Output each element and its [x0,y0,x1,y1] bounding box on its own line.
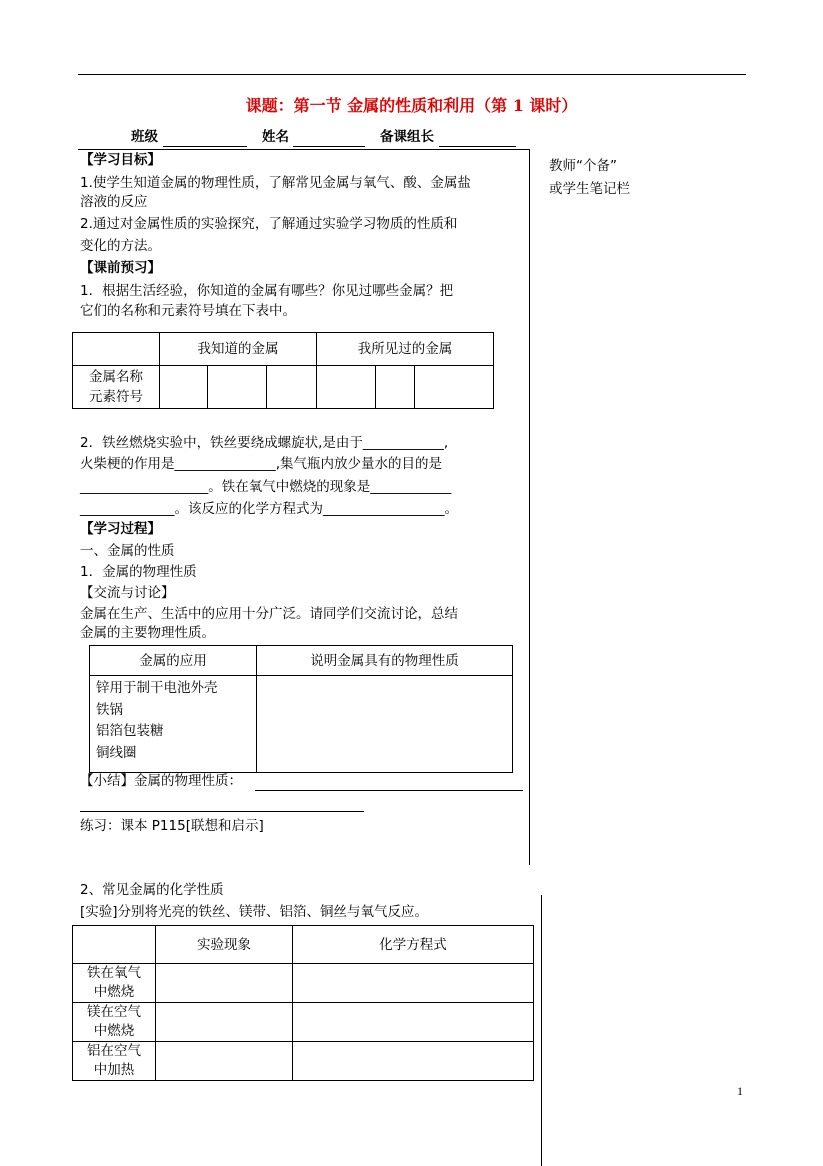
preview-q2-line2: 火柴梗的作用是_______________,集气瓶内放少量水的目的是 [80,456,443,472]
process-heading: 【学习过程】 [80,521,161,537]
header-equation: 化学方程式 [293,926,534,964]
goals-heading: 【学习目标】 [80,152,161,168]
experiment-row-label [73,1042,156,1081]
metal-cell[interactable] [415,366,494,409]
metal-cell[interactable] [376,366,415,409]
experiment-row-label [73,1003,156,1042]
element-symbol-label: 元素符号 [89,389,143,405]
sub-chemical-properties: 2、常见金属的化学性质 [80,882,224,898]
application-item: 铁锅 [96,701,123,718]
header-known-metals: 我知道的金属 [160,333,317,366]
application-item: 锌用于制干电池外壳 [96,680,218,696]
preview-q2-line1: 2．铁丝燃烧实验中，铁丝要绕成螺旋状,是由于____________, [80,435,449,451]
experiment-table [72,925,534,1081]
header-seen-metals: 我所见过的金属 [317,333,494,366]
metal-cell[interactable] [208,366,267,409]
summary-label: 【小结】金属的物理性质： [80,773,242,789]
page-number: 1 [737,1084,743,1098]
row-label-line1: 铁在氧气 [87,965,141,981]
metal-cell[interactable] [267,366,317,409]
discussion-line1: 金属在生产、生活中的应用十分广泛。请同学们交流讨论，总结 [80,606,458,622]
notes-column-rule-lower [541,895,542,1166]
goal-2-line1: 2.通过对金属性质的实验探究，了解通过实验学习物质的性质和 [80,216,458,232]
application-item: 铝箔包装糖 [96,723,164,739]
section-metal-properties: 一、金属的性质 [80,543,175,559]
preview-q1-line1: 1．根据生活经验，你知道的金属有哪些？你见过哪些金属？把 [80,283,454,299]
metal-name-label: 金属名称 [89,369,143,385]
side-note-line2: 或学生笔记栏 [549,181,630,197]
side-note-line1: 教师“个备” [549,158,617,174]
header-physical-property: 说明金属具有的物理性质 [257,646,513,676]
class-label: 班级 [131,129,158,145]
discussion-line2: 金属的主要物理性质。 [80,625,215,641]
phenomenon-cell[interactable] [156,964,293,1003]
exercise-line: 练习：课本 P115[联想和启示] [80,818,264,834]
goal-1-line1: 1.使学生知道金属的物理性质，了解常见金属与氧气、酸、金属盐 [80,175,471,191]
sub-physical-properties: 1．金属的物理性质 [80,564,197,580]
name-blank[interactable] [293,146,365,147]
preview-q2-line4: ______________。该反应的化学方程式为__________________。 [80,501,458,517]
metal-cell[interactable] [317,366,376,409]
notes-column-rule-upper [529,149,530,865]
header-application: 金属的应用 [90,646,257,676]
page-title: 课题：第一节 金属的性质和利用（第 1 课时） [245,96,578,115]
header-phenomenon: 实验现象 [156,926,293,964]
leader-label: 备课组长 [380,129,434,145]
goal-2-line2: 变化的方法。 [80,238,161,254]
equation-cell[interactable] [293,1003,534,1042]
row-label-line1: 镁在空气 [87,1004,141,1020]
preview-q2-line3: ___________________。铁在氧气中燃烧的现象是____________ [80,479,452,495]
metals-row-label [73,366,160,409]
row-label-line2: 中加热 [93,1062,135,1078]
equation-cell[interactable] [293,1042,534,1081]
physical-property-answer[interactable] [257,676,513,773]
applications-table [89,645,513,773]
phenomenon-cell[interactable] [156,1042,293,1081]
preview-heading: 【课前预习】 [80,260,161,276]
experiment-table-corner [73,926,156,964]
experiment-row-label [73,964,156,1003]
leader-blank[interactable] [439,146,516,147]
row-label-line2: 中燃烧 [93,984,135,1000]
equation-cell[interactable] [293,964,534,1003]
metals-table [72,332,494,409]
applications-list [90,676,257,773]
class-blank[interactable] [163,146,247,147]
summary-blank-1[interactable] [255,790,523,791]
metals-table-corner [73,333,160,366]
summary-blank-2[interactable] [80,811,364,812]
row-label-line2: 中燃烧 [93,1023,135,1039]
top-rule [78,74,746,75]
name-label: 姓名 [262,129,289,145]
goal-1-line2: 溶液的反应 [80,194,148,210]
preview-q1-line2: 它们的名称和元素符号填在下表中。 [80,303,296,319]
application-item: 铜线圈 [96,744,137,761]
phenomenon-cell[interactable] [156,1003,293,1042]
row-label-line1: 铝在空气 [87,1043,141,1059]
discussion-heading: 【交流与讨论】 [80,585,175,601]
metal-cell[interactable] [160,366,208,409]
header-rule [78,149,529,150]
experiment-line: [实验]分别将光亮的铁丝、镁带、铝箔、铜丝与氧气反应。 [80,904,429,920]
